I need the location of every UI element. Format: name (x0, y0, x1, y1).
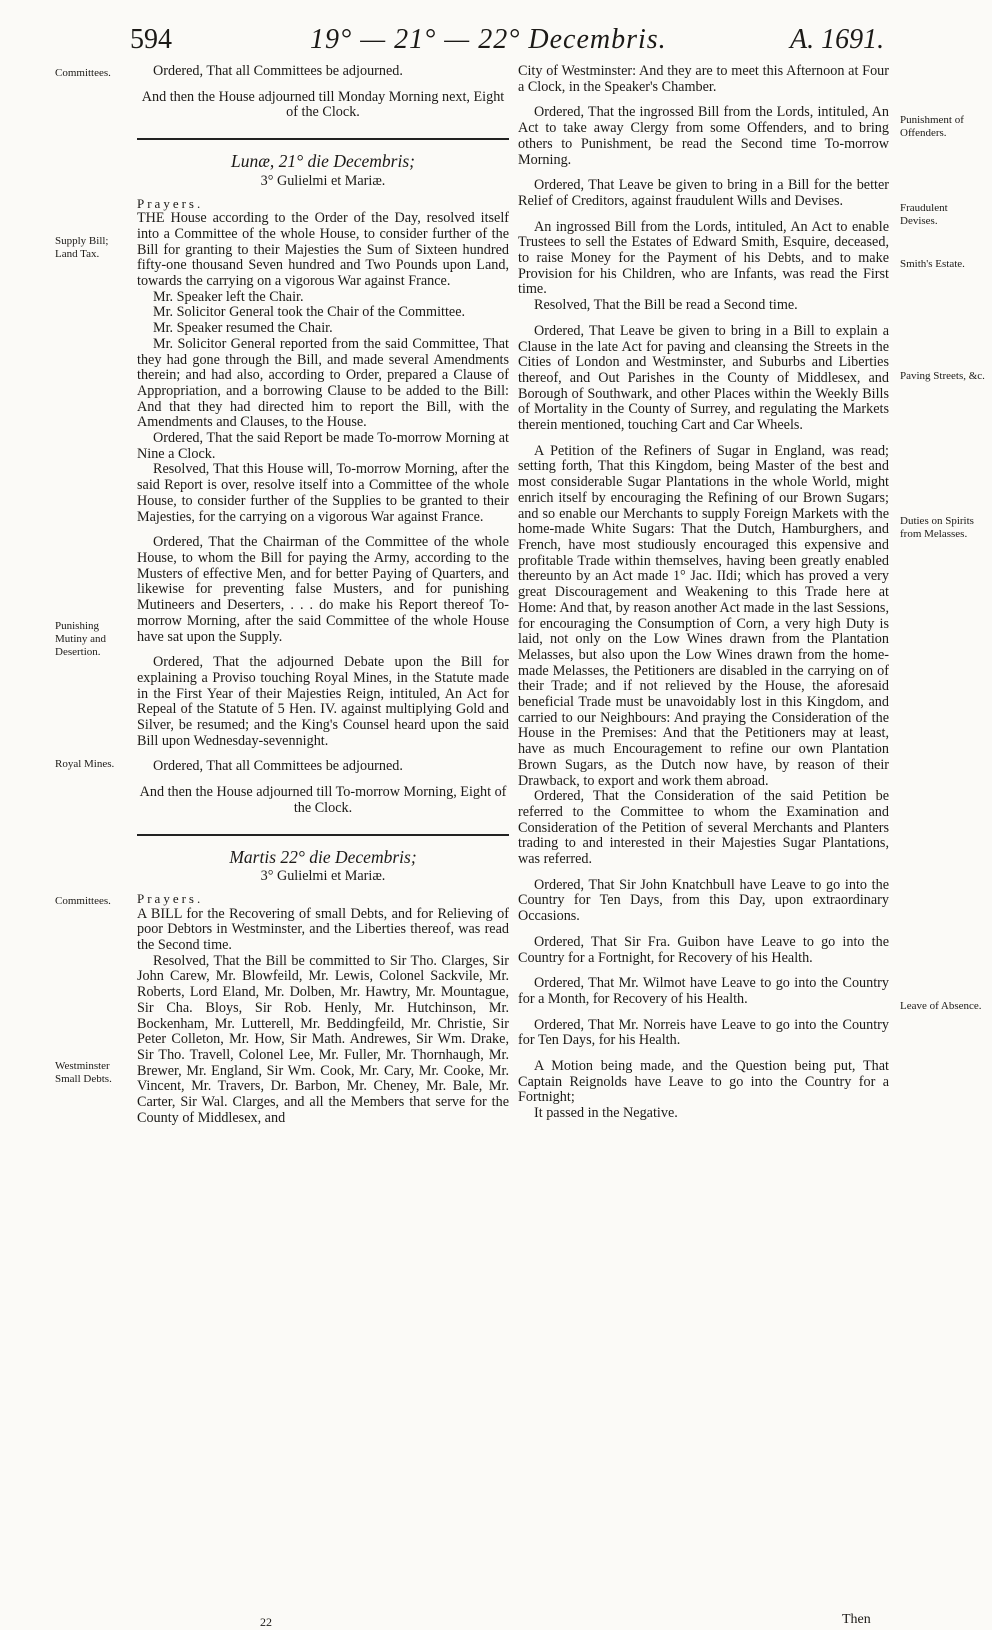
paragraph: A BILL for the Recovering of small Debts, and for Relieving of poor Debtors in Westminster, and the Liberties thereof, was read the Second time. (137, 905, 509, 954)
paragraph: An ingrossed Bill from the Lords, intituled, An Act to enable Trustees to sell the Estates of Edward Smith, Esquire, deceased, to raise Money for the Payment of his Debts, and to make Provision for his Children, who are Infants, was read the First time. (518, 218, 889, 298)
prayers-label: Prayers. (137, 890, 204, 906)
paragraph: Ordered, That Mr. Wilmot have Leave to go into the Country for a Month, for Recovery of his Health. (518, 975, 889, 1007)
margin-note-leave: Leave of Absence. (900, 1000, 982, 1012)
paragraph: It passed in the Negative. (534, 1105, 678, 1122)
left-column (137, 64, 509, 1126)
page-number: 594 (130, 24, 172, 55)
divider (137, 138, 509, 140)
catchword: Then (842, 1612, 871, 1627)
paragraph: Resolved, That the Bill be committed to Sir Tho. Clarges, Sir John Carew, Mr. Blowfeild, Mr. Lewis, Colonel Sackvile, Mr. Roberts, Lord Eland, Mr. Dolben, Mr. Hawtry, Mr. Mountague, Sir Cha. Bloys, Sir Rob. Henly, Mr. Hutchinson, Mr. Bockenham, Mr. Lutterell, Mr. Beddingfeild, Mr. Christie, Sir Peter Colleton, Mr. How, Sir Math. Andrewes, Sir Wm. Drake, Sir Tho. Travell, Colonel Lee, Mr. Fuller, Mr. Thornhaugh, Mr. Brewer, Mr. England, Sir Wm. Cook, Mr. Cary, Mr. Cooke, Mr. Vincent, Mr. Travers, Dr. Barbon, Mr. Cheney, Mr. Bale, Mr. Carter, Sir Wal. Clarges, and all the Members that serve for the County of Middlesex, and (137, 952, 509, 1126)
margin-note-smiths-estate: Smith's Estate. (900, 258, 965, 270)
paragraph: A Motion being made, and the Question being put, That Captain Reignolds have Leave to go into the Country for a Fortnight; (518, 1058, 889, 1106)
signature-mark: 22 (260, 1615, 272, 1629)
paragraph: Ordered, That all Committees be adjourned. (153, 63, 403, 79)
paragraph: Ordered, That all Committees be adjourned. (153, 758, 403, 775)
paragraph: Mr. Solicitor General reported from the said Committee, That they had gone through the Bill, and made several Amendments therein; and had also, according to Order, prepared a Clause of Appropriation, and a borrowing Clause to be added to the Bill: And that they had directed him to report the Bill, with the Amendments and Clauses, to the House. (137, 335, 509, 431)
margin-note-committees: Committees. (55, 67, 111, 79)
paragraph: Ordered, That the adjourned Debate upon the Bill for explaining a Proviso touching Royal Mines, in the Statute made in the First Year of their Majesties Reign, intituled, An Act for Repeal of the Statute of 5 Hen. IV. against multiplying Gold and Silver, be resumed; and the King's Counsel heard upon the said Bill upon Wednesday-sevennight. (137, 654, 509, 749)
paragraph: Ordered, That Sir John Knatchbull have Leave to go into the Country for Ten Days, from this Day, upon extraordinary Occasions. (518, 876, 889, 925)
paragraph: Ordered, That the Chairman of the Committee of the whole House, to whom the Bill for paying the Army, according to the Musters of effective Men, and for better Paying of Quarters, and likewise for preventing false Musters, and for punishing Mutineers and Deserters, . . . do make his Report thereof To-morrow Morning, after the said Committee of the whole House have sat upon the Supply. (137, 534, 509, 645)
paragraph: Ordered, That Leave be given to bring in a Bill to explain a Clause in the late Act for paving and cleansing the Streets in the Cities of London and Westminster, and Suburbs and Liberties thereof, and Out Parishes in the County of Middlesex, and Borough of Southwark, and other Places within the Weekly Bills of Mortality in the County of Surrey, and regulating the Markets therein mentioned, touching Cart and Car Wheels. (518, 322, 889, 434)
regnal-year: 3° Gulielmi et Mariæ. (260, 172, 386, 189)
year: A. 1691. (790, 24, 885, 55)
paragraph: Ordered, That the ingrossed Bill from the Lords, intituled, An Act to take away Clergy from some Offenders, and to bring others to Punishment, be read the Second time To-morrow Morning. (518, 104, 889, 168)
margin-note-punishing-mutiny: Punishing Mutiny and Desertion. (55, 620, 107, 658)
paragraph: A Petition of the Refiners of Sugar in England, was read; setting forth, That this Kingdom, being Master of the best and most considerable Sugar Plantations in the whole World, might enrich itself by encouraging the Refining of our Brown Sugars; and so enable our Merchants to supply Foreign Markets with the home-made White Sugars: That the Dutch, Hamburghers, and French, have most studiously encouraged this expensive and profitable Trade within themselves, having been greatly enabled thereunto by an Act made 1° Jac. IIdi; which has proved a very great Discouragement and Weakening to this Trade here at Home: And that, by reason another Act made in the last Sessions, for encouraging the Consumption of Corn, a very high Duty is laid, not only on the Low Wines drawn from the Plantation Melasses, but also upon the Low Wines drawn from the home-made Melasses, the Petitioners are disabled in the carrying on of their Trade; and if not relieved by the House, the aforesaid beneficial Trade must be unavoidably lost in this Kingdom, and carried to our Neighbours: And praying the Consideration of the House in the Premises: And that the Petitioners may at least, have as much Encouragement to refine our own Plantation Brown Sugars, as the Dutch now have, by reason of their Drawback, to export and work them abroad. (518, 442, 889, 789)
adjournment: And then the House adjourned till To-morrow Morning, Eight of the Clock. (139, 784, 507, 816)
paragraph: Ordered, That Leave be given to bring in a Bill for the better Relief of Creditors, against fraudulent Wills and Devises. (518, 177, 889, 209)
regnal-year: 3° Gulielmi et Mariæ. (260, 868, 386, 885)
paragraph: Mr. Speaker resumed the Chair. (153, 320, 333, 337)
right-column (518, 64, 889, 1122)
margin-note-punishment: Punishment of Offenders. (900, 114, 964, 139)
paragraph: City of Westminster: And they are to meet this Afternoon at Four a Clock, in the Speaker's Chamber. (518, 63, 889, 95)
paragraph: Ordered, That the said Report be made To-morrow Morning at Nine a Clock. (137, 430, 509, 462)
paragraph: THE House according to the Order of the Day, resolved itself into a Committee of the whole House, to consider further of the Bill for granting to their Majesties the Sum of Sixteen hundred fifty-one thousand Seven hundred and Two Pounds upon Land, towards the carrying on a vigorous War against France. (137, 210, 509, 290)
dates-title: 19° — 21° — 22° Decembris. (310, 24, 667, 55)
paragraph: Resolved, That this House will, To-morrow Morning, after the said Report is over, resolve itself into a Committee of the whole House, to consider further of the Supplies to be granted to their Majesties, for the carrying on a vigorous War against France. (137, 461, 509, 525)
paragraph: Ordered, That Sir Fra. Guibon have Leave to go into the Country for a Fortnight, for Recovery of his Health. (518, 933, 889, 966)
margin-note-westminster-debts: Westminster Small Debts. (55, 1060, 112, 1085)
paragraph: Ordered, That Mr. Norreis have Leave to go into the Country for Ten Days, for his Health. (518, 1016, 889, 1049)
margin-note-paving: Paving Streets, &c. (900, 370, 985, 382)
margin-note-committees-2: Committees. (55, 895, 111, 907)
margin-note-royal-mines: Royal Mines. (55, 758, 115, 770)
adjournment: And then the House adjourned till Monday Morning next, Eight of the Clock. (141, 88, 505, 121)
margin-note-duties: Duties on Spirits from Melasses. (900, 515, 974, 540)
divider (137, 834, 509, 836)
prayers-label: Prayers. (137, 195, 204, 211)
margin-note-supply-bill: Supply Bill; Land Tax. (55, 235, 109, 260)
page-header (0, 14, 992, 54)
day-heading: Martis 22° die Decembris; (229, 846, 417, 867)
paragraph: Mr. Solicitor General took the Chair of the Committee. (153, 304, 466, 321)
margin-note-fraudulent: Fraudulent Devises. (900, 202, 948, 227)
paragraph: Mr. Speaker left the Chair. (153, 288, 304, 305)
day-heading: Lunæ, 21° die Decembris; (231, 151, 415, 172)
paragraph: Ordered, That the Consideration of the said Petition be referred to the Committee to whom the Examination and Consideration of the Petition of several Merchants and Planters trading to and interested in their Majesties Sugar Plantations, was referred. (518, 788, 889, 868)
paragraph: Resolved, That the Bill be read a Second time. (534, 297, 798, 314)
